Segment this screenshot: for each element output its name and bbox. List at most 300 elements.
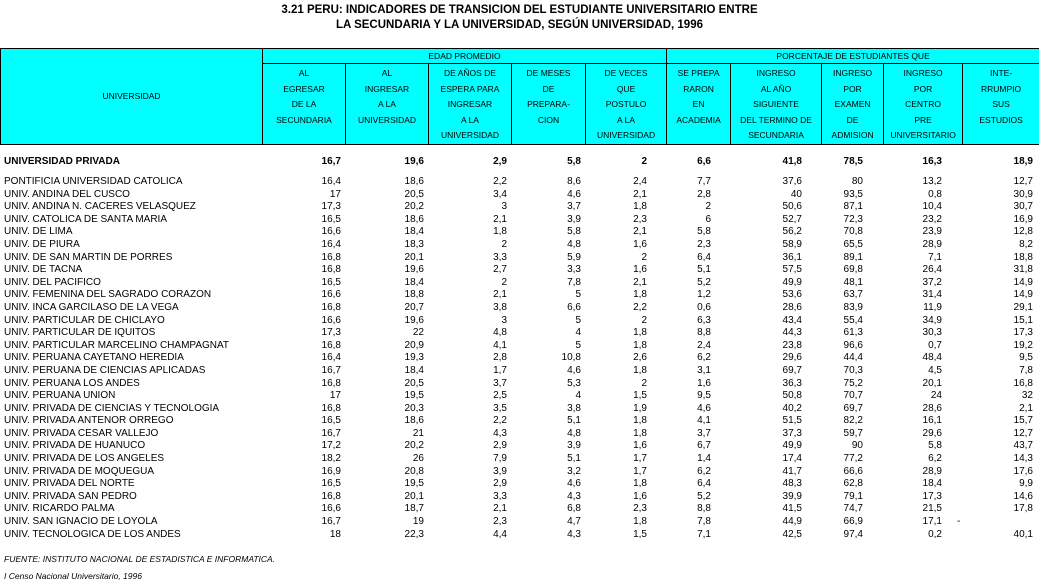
cell-value: 17 [329, 188, 341, 200]
university-name: UNIV. CATOLICA DE SANTA MARIA [4, 213, 168, 225]
cell-value: 21 [412, 427, 424, 439]
cell-value: 19 [412, 516, 424, 528]
cell-value: 82,2 [843, 415, 863, 427]
cell-value: 1,4 [697, 453, 711, 465]
cell-value: 16,1 [922, 415, 942, 427]
cell-value: 1,6 [633, 440, 647, 452]
cell-value: 1,9 [633, 402, 647, 414]
cell-value: 3,7 [493, 377, 507, 389]
header-column-line: PREPARA- [527, 99, 570, 109]
university-name: UNIV. PRIVADA DE CIENCIAS Y TECNOLOGIA [4, 402, 220, 414]
cell-value: 6,3 [697, 314, 711, 326]
cell-value: 19,6 [404, 156, 424, 167]
cell-value: 2 [641, 377, 647, 389]
cell-value: 8,8 [697, 503, 711, 515]
cell-value: 48,3 [782, 478, 802, 490]
cell-value: 3,4 [493, 188, 507, 200]
cell-value: 12,7 [1013, 427, 1033, 439]
cell-value: 6,2 [697, 465, 711, 477]
cell-value: 3 [501, 314, 507, 326]
cell-value: 1,7 [493, 364, 507, 376]
cell-value: 4,4 [493, 528, 507, 540]
cell-value: 1,8 [633, 364, 647, 376]
cell-value: 18,6 [404, 213, 424, 225]
cell-value: 20,1 [404, 251, 424, 263]
header-column-line: A LA [378, 99, 396, 109]
cell-value: 18,8 [404, 289, 424, 301]
header-column-line: CENTRO [905, 99, 941, 109]
cell-value: 5,9 [567, 251, 581, 263]
cell-value: 2,3 [633, 213, 647, 225]
cell-value: 57,5 [782, 264, 802, 276]
cell-value: 6,2 [697, 352, 711, 364]
header-column-5 [586, 64, 667, 145]
cell-value: 49,9 [782, 440, 802, 452]
cell-value: 16,6 [321, 289, 341, 301]
cell-value: 56,2 [782, 226, 802, 238]
cell-value: 2,1 [633, 276, 647, 288]
cell-value: 4,1 [493, 339, 507, 351]
cell-value: 61,3 [843, 327, 863, 339]
cell-value: 5,8 [567, 156, 581, 167]
cell-value: 5,3 [567, 377, 581, 389]
table-title-line-2: LA SECUNDARIA Y LA UNIVERSIDAD, SEGÚN UNIVERSIDAD, 1996 [335, 19, 703, 31]
cell-value: 6,4 [697, 478, 711, 490]
cell-value: 17,2 [321, 440, 341, 452]
cell-value: 23,9 [922, 226, 942, 238]
cell-value: 15,1 [1013, 314, 1033, 326]
cell-value: 0,8 [928, 188, 942, 200]
cell-value: 15,7 [1013, 415, 1033, 427]
cell-value: 7,8 [1019, 364, 1033, 376]
table-row [0, 315, 1039, 328]
cell-value: 4,7 [567, 516, 581, 528]
cell-value: 40,1 [1013, 528, 1033, 540]
cell-value: 66,9 [843, 516, 863, 528]
cell-value: 16,6 [321, 226, 341, 238]
header-column-line: UNIVERSIDAD [596, 130, 656, 140]
cell-value: 62,8 [843, 478, 863, 490]
cell-value: 16,7 [321, 364, 341, 376]
table-row [0, 390, 1039, 403]
cell-value: 5 [575, 339, 581, 351]
cell-value: 20,1 [922, 377, 942, 389]
cell-value: 2,3 [633, 503, 647, 515]
cell-value: 59,7 [843, 427, 863, 439]
cell-value: 87,1 [843, 201, 863, 213]
cell-value: 18 [329, 528, 341, 540]
dash-mark: - [957, 516, 961, 528]
university-name: UNIV. PERUANA CAYETANO HEREDIA [4, 352, 184, 364]
cell-value: 18,2 [321, 453, 341, 465]
university-name: UNIV. ANDINA DEL CUSCO [4, 188, 130, 200]
cell-value: 20,2 [404, 201, 424, 213]
cell-value: 63,7 [843, 289, 863, 301]
cell-value: 4,8 [567, 427, 581, 439]
cell-value: 3,9 [567, 440, 581, 452]
cell-value: 29,6 [922, 427, 942, 439]
header-column-line: ESPERA PARA [440, 83, 500, 94]
cell-value: 70,7 [843, 390, 863, 402]
header-column-8 [822, 64, 884, 145]
cell-value: 2 [501, 276, 507, 288]
cell-value: 69,7 [843, 402, 863, 414]
cell-value: 4,6 [567, 188, 581, 200]
university-name: UNIV. RICARDO PALMA [4, 503, 115, 515]
cell-value: 40 [790, 188, 802, 200]
cell-value: 16,4 [321, 238, 341, 250]
cell-value: 1,6 [697, 377, 711, 389]
cell-value: 8,8 [697, 327, 711, 339]
university-name: UNIVERSIDAD PRIVADA [4, 156, 120, 167]
cell-value: 70,8 [843, 226, 863, 238]
cell-value: 17 [329, 390, 341, 402]
header-column-line: INTE- [989, 68, 1013, 78]
table-row [0, 264, 1039, 277]
cell-value: 2,5 [493, 390, 507, 402]
cell-value: 65,5 [843, 238, 863, 250]
cell-value: 16,5 [321, 276, 341, 288]
cell-value: 17,8 [1013, 503, 1033, 515]
cell-value: 3,3 [493, 251, 507, 263]
university-name: UNIV. TECNOLOGICA DE LOS ANDES [4, 528, 181, 540]
cell-value: 28,9 [922, 238, 942, 250]
cell-value: 2 [641, 314, 647, 326]
cell-value: 52,7 [782, 213, 802, 225]
header-column-line: SE PREPA [677, 68, 720, 78]
cell-value: 7,9 [493, 453, 507, 465]
cell-value: 13,2 [922, 176, 942, 187]
cell-value: 18,9 [1013, 156, 1033, 167]
header-column-line: DE [542, 83, 555, 94]
university-name: UNIV. PRIVADA DEL NORTE [4, 478, 135, 490]
cell-value: 16,9 [1013, 213, 1033, 225]
cell-value: 4,3 [567, 490, 581, 502]
cell-value: 79,1 [843, 490, 863, 502]
cell-value: 37,6 [782, 176, 802, 187]
cell-value: 19,6 [404, 314, 424, 326]
cell-value: 5,1 [567, 415, 581, 427]
cell-value: 0,2 [928, 528, 942, 540]
header-column-line: AL [298, 68, 310, 78]
cell-value: 16,3 [922, 156, 942, 167]
header-column-line: CION [537, 114, 560, 125]
cell-value: 6,6 [697, 156, 711, 167]
cell-value: 2,4 [697, 339, 711, 351]
cell-value: 50,6 [782, 201, 802, 213]
cell-value: 83,9 [843, 301, 863, 313]
cell-value: 80 [851, 176, 863, 187]
cell-value: 32 [1021, 390, 1033, 402]
header-column-line: POR [843, 83, 862, 94]
university-name: UNIV. PERUANA DE CIENCIAS APLICADAS [4, 364, 206, 376]
cell-value: 3,8 [567, 402, 581, 414]
cell-value: 48,4 [922, 352, 942, 364]
cell-value: 5,1 [567, 453, 581, 465]
cell-value: 28,9 [922, 465, 942, 477]
cell-value: 51,5 [782, 415, 802, 427]
table-row [0, 529, 1039, 542]
cell-value: 20,5 [404, 188, 424, 200]
cell-value: 6,7 [697, 440, 711, 452]
cell-value: 17,3 [321, 201, 341, 213]
header-column-line: UNIVERSIDAD [357, 114, 417, 125]
table-row [0, 440, 1039, 453]
table-row [0, 201, 1039, 214]
cell-value: 28,6 [782, 301, 802, 313]
cell-value: 0,6 [697, 301, 711, 313]
cell-value: 10,4 [922, 201, 942, 213]
cell-value: 78,5 [843, 156, 863, 167]
cell-value: 4,1 [697, 415, 711, 427]
cell-value: 2,3 [697, 238, 711, 250]
cell-value: 89,1 [843, 251, 863, 263]
university-name: UNIV. DEL PACIFICO [4, 276, 101, 288]
header-column-9 [884, 64, 963, 145]
footer-source: FUENTE: INSTITUTO NACIONAL DE ESTADISTICA E INFORMATICA. [4, 554, 276, 564]
header-column-line: DE LA [291, 99, 317, 109]
cell-value: 1,8 [633, 201, 647, 213]
cell-value: 29,1 [1013, 301, 1033, 313]
cell-value: 20,9 [404, 339, 424, 351]
cell-value: 4,8 [567, 238, 581, 250]
header-column-line: SECUNDARIA [276, 114, 332, 125]
header-column-10 [963, 64, 1039, 145]
cell-value: 97,4 [843, 528, 863, 540]
header-column-line: A LA [617, 114, 636, 125]
cell-value: 16,8 [321, 402, 341, 414]
total-row [0, 152, 1039, 172]
cell-value: 3,1 [697, 364, 711, 376]
table-row [0, 327, 1039, 340]
cell-value: 1,8 [633, 478, 647, 490]
cell-value: 16,8 [321, 490, 341, 502]
table-row [0, 277, 1039, 290]
header-column-line: ADMISION [831, 130, 874, 140]
cell-value: 19,2 [1013, 339, 1033, 351]
cell-value: 16,9 [321, 465, 341, 477]
header-column-line: DE [846, 114, 859, 125]
header-column-line: POSTULO [605, 99, 647, 109]
cell-value: 1,8 [633, 289, 647, 301]
cell-value: 18,8 [1013, 251, 1033, 263]
cell-value: 43,4 [782, 314, 802, 326]
cell-value: 26,4 [922, 264, 942, 276]
cell-value: 16,7 [321, 156, 341, 167]
cell-value: 14,9 [1013, 276, 1033, 288]
cell-value: 1,8 [633, 415, 647, 427]
university-name: UNIV. INCA GARCILASO DE LA VEGA [4, 301, 179, 313]
header-column-line: INGRESO [832, 68, 873, 78]
cell-value: 3,8 [493, 301, 507, 313]
cell-value: 1,7 [633, 453, 647, 465]
cell-value: 1,6 [633, 238, 647, 250]
cell-value: 24 [930, 390, 942, 402]
cell-value: 2,7 [493, 264, 507, 276]
cell-value: 93,5 [843, 188, 863, 200]
university-name: UNIV. PRIVADA DE LOS ANGELES [4, 453, 165, 465]
cell-value: 3,2 [567, 465, 581, 477]
cell-value: 2 [641, 156, 647, 167]
header-column-2 [346, 64, 429, 145]
cell-value: 19,3 [404, 352, 424, 364]
cell-value: 18,7 [404, 503, 424, 515]
header-column-4 [512, 64, 586, 145]
cell-value: 30,9 [1013, 188, 1033, 200]
header-column-line: INGRESO [903, 68, 943, 78]
cell-value: 2,8 [697, 188, 711, 200]
cell-value: 37,3 [782, 427, 802, 439]
header-column-line: DE AÑOS DE [444, 68, 496, 78]
cell-value: 19,5 [404, 478, 424, 490]
cell-value: 7,8 [697, 516, 711, 528]
table-row [0, 453, 1039, 466]
header-column-3 [429, 64, 512, 145]
university-name: UNIV. DE SAN MARTIN DE PORRES [4, 251, 173, 263]
cell-value: 5,2 [697, 276, 711, 288]
cell-value: 12,8 [1013, 226, 1033, 238]
cell-value: 49,9 [782, 276, 802, 288]
cell-value: 2,1 [633, 226, 647, 238]
cell-value: 1,8 [493, 226, 507, 238]
cell-value: 4,6 [567, 478, 581, 490]
cell-value: 3 [501, 201, 507, 213]
cell-value: 66,6 [843, 465, 863, 477]
cell-value: 4,6 [567, 364, 581, 376]
cell-value: 18,6 [404, 176, 424, 187]
cell-value: 77,2 [843, 453, 863, 465]
cell-value: 12,7 [1013, 176, 1033, 187]
university-name: PONTIFICIA UNIVERSIDAD CATOLICA [4, 176, 183, 187]
cell-value: 2,2 [633, 301, 647, 313]
cell-value: 18,4 [404, 226, 424, 238]
cell-value: 6,6 [567, 301, 581, 313]
cell-value: 2,3 [493, 516, 507, 528]
cell-value: 14,9 [1013, 289, 1033, 301]
cell-value: 7,8 [567, 276, 581, 288]
cell-value: 4 [575, 327, 581, 339]
university-name: UNIV. SAN IGNACIO DE LOYOLA [4, 516, 158, 528]
cell-value: 5,8 [697, 226, 711, 238]
header-column-1 [263, 64, 346, 145]
cell-value: 37,2 [922, 276, 942, 288]
table-body [0, 152, 1039, 541]
cell-value: 41,8 [782, 156, 802, 167]
cell-value: 20,8 [404, 465, 424, 477]
cell-value: 40,2 [782, 402, 802, 414]
cell-value: 2,1 [493, 289, 507, 301]
university-name: UNIV. PRIVADA DE MOQUEGUA [4, 465, 155, 477]
cell-value: 3,3 [567, 264, 581, 276]
cell-value: 19,6 [404, 264, 424, 276]
cell-value: 1,8 [633, 516, 647, 528]
university-name: UNIV. DE LIMA [4, 226, 73, 238]
cell-value: 17,4 [782, 453, 802, 465]
cell-value: 28,6 [922, 402, 942, 414]
university-name: UNIV. PARTICULAR MARCELINO CHAMPAGNAT [4, 339, 230, 351]
table-row [0, 466, 1039, 479]
header-column-line: PRE [914, 114, 932, 125]
cell-value: 4,5 [928, 364, 942, 376]
header-column-line: DE VECES [604, 68, 648, 78]
header-column-line: INGRESAR [447, 99, 493, 109]
cell-value: 1,6 [633, 264, 647, 276]
cell-value: 96,6 [843, 339, 863, 351]
cell-value: 16,7 [321, 516, 341, 528]
cell-value: 69,8 [843, 264, 863, 276]
cell-value: 23,8 [782, 339, 802, 351]
header-column-line: INGRESAR [364, 83, 410, 94]
cell-value: 16,5 [321, 478, 341, 490]
cell-value: 16,8 [1013, 377, 1033, 389]
cell-value: 36,3 [782, 377, 802, 389]
cell-value: 3,9 [493, 465, 507, 477]
header-column-6 [667, 64, 731, 145]
cell-value: 5 [575, 314, 581, 326]
cell-value: 4 [575, 390, 581, 402]
university-name: UNIV. DE TACNA [4, 264, 83, 276]
cell-value: 4,6 [697, 402, 711, 414]
cell-value: 9,5 [697, 390, 711, 402]
cell-value: 26 [412, 453, 424, 465]
cell-value: 2,1 [493, 213, 507, 225]
cell-value: 29,6 [782, 352, 802, 364]
cell-value: 1,8 [633, 339, 647, 351]
header-column-line: EGRESAR [283, 83, 325, 94]
cell-value: 30,7 [1013, 201, 1033, 213]
cell-value: 19,5 [404, 390, 424, 402]
cell-value: 16,8 [321, 339, 341, 351]
table-row [0, 289, 1039, 302]
header-column-line: ESTUDIOS [979, 114, 1023, 125]
university-name: UNIV. PRIVADA ANTENOR ORREGO [4, 415, 174, 427]
cell-value: 5,2 [697, 490, 711, 502]
cell-value: 90 [851, 440, 863, 452]
header-column-line: RRUMPIO [981, 83, 1022, 94]
cell-value: 2,8 [493, 352, 507, 364]
cell-value: 16,8 [321, 264, 341, 276]
header-column-line: UNIVERSITARIO [890, 130, 956, 140]
cell-value: 14,3 [1013, 453, 1033, 465]
footer-note: I Censo Nacional Universitario, 1996 [4, 571, 142, 581]
cell-value: 22,3 [404, 528, 424, 540]
cell-value: 2 [641, 251, 647, 263]
cell-value: 6,4 [697, 251, 711, 263]
table-row [0, 340, 1039, 353]
table-row [0, 176, 1039, 189]
cell-value: 48,1 [843, 276, 863, 288]
cell-value: 1,2 [697, 289, 711, 301]
header-column-line: EXAMEN [834, 99, 871, 109]
cell-value: 6 [705, 213, 711, 225]
university-name: UNIV. PARTICULAR DE CHICLAYO [4, 314, 165, 326]
university-name: UNIV. PARTICULAR DE IQUITOS [4, 327, 156, 339]
header-column-line: A LA [461, 114, 479, 125]
header-column-line: POR [913, 83, 933, 94]
cell-value: 2,1 [633, 188, 647, 200]
cell-value: 5 [575, 289, 581, 301]
cell-value: 3,9 [567, 213, 581, 225]
cell-value: 4,3 [493, 427, 507, 439]
cell-value: 44,9 [782, 516, 802, 528]
cell-value: 10,8 [561, 352, 581, 364]
cell-value: 50,8 [782, 390, 802, 402]
header-column-line: QUE [616, 83, 636, 94]
university-name: UNIV. PRIVADA DE HUANUCO [4, 440, 146, 452]
cell-value: 3,5 [493, 402, 507, 414]
header-column-line: RARON [683, 83, 714, 94]
header-group-edad-promedio: EDAD PROMEDIO [263, 49, 667, 64]
